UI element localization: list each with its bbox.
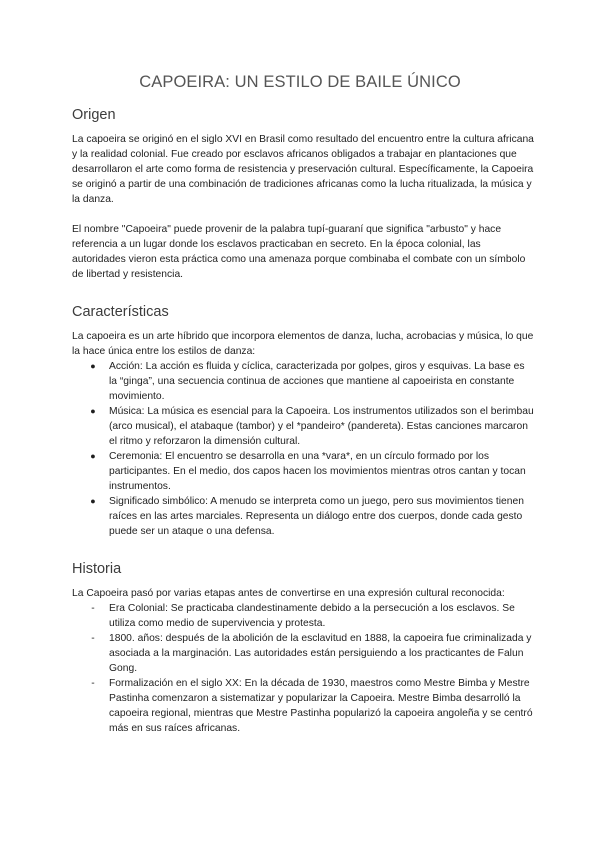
section-caracteristicas [72, 303, 534, 539]
dash-marker: - [91, 678, 95, 689]
list-item-text: Era Colonial: Se practicaba clandestinamente debido a la persecución a los esclavos. Se utiliza como medio de supervivencia y protesta. [109, 603, 515, 629]
list-item [72, 676, 534, 736]
list-item [72, 404, 534, 449]
historia-intro: La Capoeira pasó por varias etapas antes de convertirse en una expresión cultural reconocida: [72, 588, 505, 599]
list-item-text: Formalización en el siglo XX: En la década de 1930, maestros como Mestre Bimba y Mestre Pastinha comenzaron a sistematizar y popularizar la Capoeira. Mestre Bimba desarrolló la capoeira regional, mientras que Mestre Pastinha popularizó la capoeira angoleña y se centró más en sus raíces africanas. [109, 678, 533, 734]
origen-paragraph-2: El nombre "Capoeira" puede provenir de la palabra tupí-guaraní que significa "arbusto" y hace referencia a un lugar donde los esclavos practicaban en secreto. En la época colonial, las autoridades vieron esta práctica como una amenaza porque combinaba el combate con un símbolo de libertad y resistencia. [72, 224, 526, 280]
list-item-text: 1800. años: después de la abolición de la esclavitud en 1888, la capoeira fue criminalizada y asociada a la marginación. Las autoridades están persiguiendo a los practicantes de Falun Gong. [109, 633, 532, 674]
list-item [72, 601, 534, 631]
list-item [72, 494, 534, 539]
bullet-marker: ● [90, 361, 96, 371]
list-item-text: Ceremonia: El encuentro se desarrolla en una *vara*, en un círculo formado por los participantes. En el medio, dos capos hacen los movimientos mientras otros cantan y tocan instrumentos. [109, 451, 526, 492]
historia-list [72, 601, 534, 736]
bullet-marker: ● [90, 496, 96, 506]
heading-origen: Origen [72, 107, 116, 123]
list-item-text: Acción: La acción es fluida y cíclica, caracterizada por golpes, giros y esquivas. La base es la “ginga”, una secuencia continua de acciones que mantiene al capoeirista en constante movimiento. [109, 361, 525, 402]
list-item-text: Música: La música es esencial para la Capoeira. Los instrumentos utilizados son el berimbau (arco musical), el atabaque (tambor) y el *pandeiro* (pandereta). Estas canciones marcaron el ritmo y reforzaron la dimensión cultural. [109, 406, 534, 447]
heading-historia: Historia [72, 561, 122, 577]
list-item-text: Significado simbólico: A menudo se interpreta como un juego, pero sus movimientos tienen raíces en las artes marciales. Representa un diálogo entre dos cuerpos, donde cada gesto puede ser un ataque o una defensa. [109, 496, 524, 537]
caracteristicas-intro: La capoeira es un arte híbrido que incorpora elementos de danza, lucha, acrobacias y música, lo que la hace única entre los estilos de danza: [72, 331, 534, 357]
caracteristicas-list [72, 359, 534, 539]
bullet-marker: ● [90, 451, 96, 461]
list-item [72, 359, 534, 404]
document-body [72, 106, 534, 736]
list-item [72, 449, 534, 494]
bullet-marker: ● [90, 406, 96, 416]
dash-marker: - [91, 633, 95, 644]
document-title: CAPOEIRA: UN ESTILO DE BAILE ÚNICO [139, 73, 461, 91]
section-historia [72, 560, 534, 736]
list-item [72, 631, 534, 676]
heading-caracteristicas: Características [72, 304, 169, 320]
origen-paragraph-1: La capoeira se originó en el siglo XVI en Brasil como resultado del encuentro entre la cultura africana y la realidad colonial. Fue creado por esclavos africanos obligados a trabajar en plantaciones que desarrollaron el arte como forma de resistencia y preservación cultural. Específicamente, la Capoeira se originó a partir de una combinación de tradiciones africanas como la lucha ritualizada, la música y la danza. [72, 134, 534, 205]
section-origen [72, 106, 534, 282]
dash-marker: - [91, 603, 95, 614]
